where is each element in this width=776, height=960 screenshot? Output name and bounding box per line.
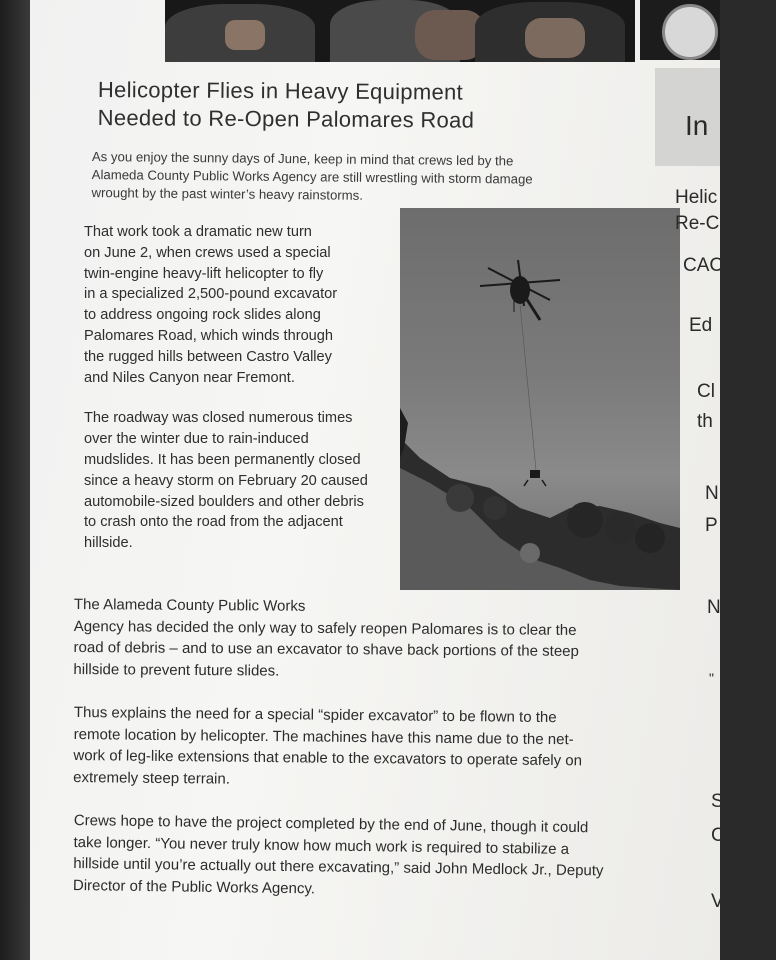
sidebar-item: Helic xyxy=(675,187,718,208)
text-line: hillside. xyxy=(84,535,133,552)
text-line: That work took a dramatic new turn xyxy=(84,224,312,240)
text-line: mudslides. It has been permanently closed xyxy=(84,451,361,468)
excavator-icon xyxy=(524,470,546,486)
text-line: Thus explains the need for a special “spider excavator” to be flown to the xyxy=(73,703,557,727)
team-logo-icon xyxy=(662,4,718,60)
table-edge xyxy=(0,0,30,960)
sidebar-item: S xyxy=(711,791,724,812)
article-title xyxy=(98,76,618,136)
paragraph-4 xyxy=(73,702,674,794)
left-column-text xyxy=(84,222,404,554)
text-line: Crews hope to have the project completed by the end of June, though it could xyxy=(73,811,589,837)
text-line: hillside until you’re actually out there excavating,” said John Medlock Jr., Deputy xyxy=(73,854,604,880)
text-line: automobile-sized boulders and other debris xyxy=(84,493,364,510)
text-line: work of leg-like extensions that enable to the excavators to operate safely on xyxy=(73,746,583,770)
sidebar-item: N xyxy=(707,597,721,618)
sidebar-item: th xyxy=(697,411,713,432)
intro-line: wrought by the past winter’s heavy rainstorms. xyxy=(91,184,364,203)
text-line: Director of the Public Works Agency. xyxy=(72,876,316,897)
intro-line: Alameda County Public Works Agency are still wrestling with storm damage xyxy=(91,166,533,187)
paragraph-5 xyxy=(73,810,674,904)
text-line: since a heavy storm on February 20 caused xyxy=(84,472,368,489)
text-line: road of debris – and to use an excavator to shave back portions of the steep xyxy=(73,638,579,660)
text-line: Agency has decided the only way to safely reopen Palomares is to clear the xyxy=(73,617,577,639)
sidebar-item: Ed xyxy=(689,315,713,336)
helicopter-icon xyxy=(480,260,560,320)
sidebar-item: Cl xyxy=(697,381,715,402)
text-line: The roadway was closed numerous times xyxy=(84,410,353,427)
sidebar-item: V xyxy=(711,891,724,912)
text-line: take longer. “You never truly know how much work is required to stabilize a xyxy=(73,833,570,858)
sidebar-item: " xyxy=(709,670,714,686)
sidebar-item: Re-C xyxy=(675,213,720,234)
intro-line: As you enjoy the sunny days of June, keep in mind that crews led by the xyxy=(91,148,514,169)
text-line: over the winter due to rain-induced xyxy=(84,431,309,448)
top-group-photo xyxy=(165,0,635,62)
sidebar-heading: In xyxy=(685,110,709,141)
sidebar-item: N xyxy=(705,483,719,504)
text-line: hillside to prevent future slides. xyxy=(73,660,280,680)
text-line: to address ongoing rock slides along xyxy=(84,307,321,324)
sidebar-item: C xyxy=(711,825,725,846)
text-line: extremely steep terrain. xyxy=(73,768,231,788)
text-line: and Niles Canyon near Fremont. xyxy=(84,369,295,386)
sidebar-item: CAC xyxy=(683,255,724,276)
text-line: remote location by helicopter. The machines have this name due to the net- xyxy=(73,725,574,748)
text-line: The Alameda County Public Works xyxy=(73,595,306,615)
top-logo-photo xyxy=(640,0,720,60)
title-line: Helicopter Flies in Heavy Equipment xyxy=(97,76,464,105)
paragraph-3 xyxy=(73,594,674,685)
sidebar-contents xyxy=(655,68,725,960)
text-line: Palomares Road, which winds through xyxy=(84,327,334,344)
title-line: Needed to Re-Open Palomares Road xyxy=(97,104,475,133)
text-line: in a specialized 2,500-pound excavator xyxy=(84,286,338,303)
text-line: twin-engine heavy-lift helicopter to fly xyxy=(84,265,324,282)
helicopter-photo xyxy=(400,208,680,590)
sidebar-item: P xyxy=(705,515,718,536)
text-line: to crash onto the road from the adjacent xyxy=(84,514,343,531)
article-intro xyxy=(91,148,632,208)
text-line: the rugged hills between Castro Valley xyxy=(84,348,332,365)
text-line: on June 2, when crews used a special xyxy=(84,244,331,261)
